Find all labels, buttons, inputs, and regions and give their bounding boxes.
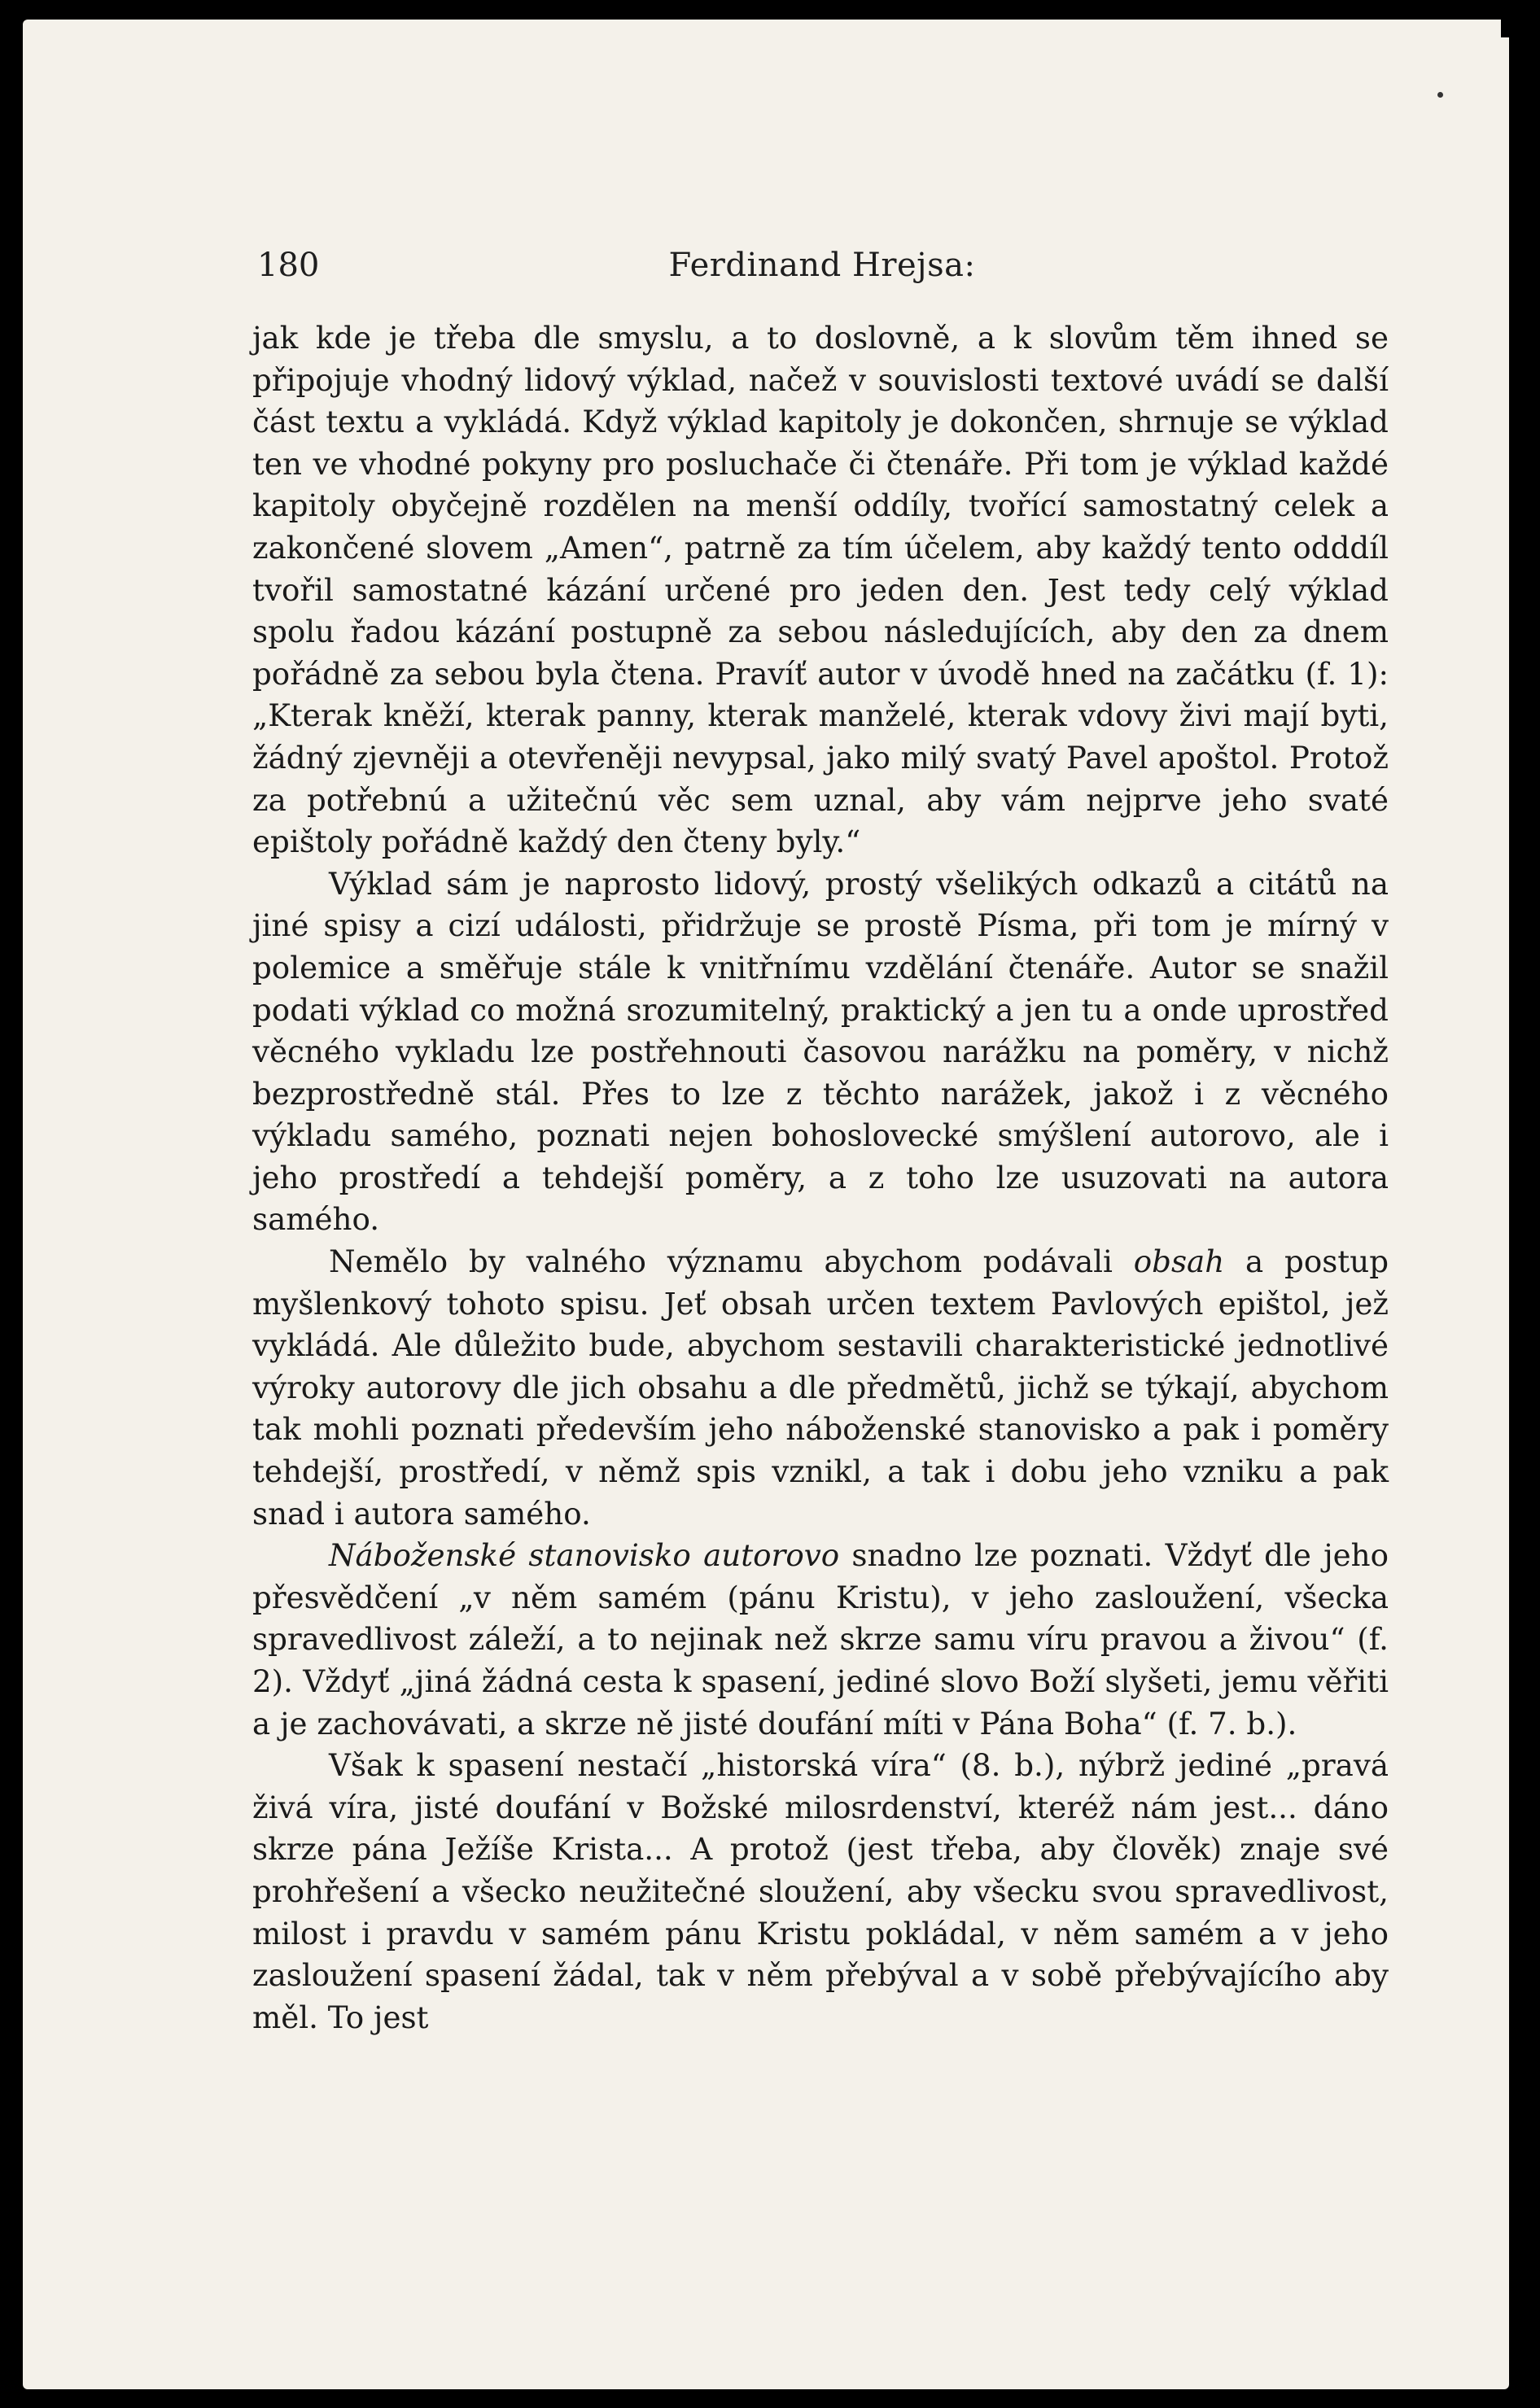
paragraph: [252, 1241, 1389, 1535]
text-run: a postup myšlenkový tohoto spisu. Jeť obsah určen textem Pavlových epištol, jež vykládá. Ale důležito bude, abychom sestavili charakteristické jednotlivé výroky autorovy dle jich obsahu a dle předmětů, jichž se týkají, abychom tak mohli poznati především jeho náboženské stanovisko a pak i poměry tehdejší, prostředí, v němž spis vznikl, a tak i dobu jeho vzniku a pak snad i autora samého.: [252, 1243, 1389, 1532]
paragraph: [252, 317, 1389, 863]
text-run: snadno lze poznati. Vždyť dle jeho přesvědčení „v něm samém (pánu Kristu), v jeho zasloužení, všecka spravedlivost záleží, a to nejinak než skrze samu víru pravou a živou“ (f. 2). Vždyť „jiná žádná cesta k spasení, jediné slovo Boží slyšeti, jemu věřiti a je zachovávati, a skrze ně jisté doufání míti v Pána Boha“ (f. 7. b.).: [252, 1537, 1389, 1742]
ink-speck: [1437, 92, 1443, 98]
text-run: jak kde je třeba dle smyslu, a to doslovně, a k slovům těm ihned se připojuje vhodný lidový výklad, načež v souvislosti textové uvádí se další část textu a vykládá. Když výklad kapitoly je dokončen, shrnuje se výklad ten ve vhodné pokyny pro posluchače či čtenáře. Při tom je výklad každé kapitoly obyčejně rozdělen na menší oddíly, tvořící samostatný celek a zakončené slovem „Amen“, patrně za tím účelem, aby každý tento odddíl tvořil samostatné kázání určené pro jeden den. Jest tedy celý výklad spolu řadou kázání postupně za sebou následujících, aby den za dnem pořádně za sebou byla čtena. Pravíť autor v úvodě hned na začátku (f. 1): „Kterak kněží, kterak panny, kterak manželé, kterak vdovy živi mají byti, žádný zjevněji a otevřeněji nevypsal, jako milý svatý Pavel apoštol. Protož za potřebnú a užitečnú věc sem uznal, aby vám nejprve jeho svaté epištoly pořádně každý den čteny byly.“: [252, 320, 1389, 860]
paragraph: [252, 1745, 1389, 2039]
scan-corner-shadow: [1501, 16, 1520, 37]
body-text: [252, 317, 1389, 2039]
text-run: Však k spasení nestačí „historská víra“ (8. b.), nýbrž jediné „pravá živá víra, jisté doufání v Božské milosrdenství, kteréž nám jest... dáno skrze pána Ježíše Krista... A protož (jest třeba, aby člověk) znaje své prohřešení a všecko neužitečné sloužení, aby všecku svou spravedlivost, milost i pravdu v samém pánu Kristu pokládal, v něm samém a v jeho zasloužení spasení žádal, tak v něm přebýval a v sobě přebývajícího aby měl. To jest: [252, 1747, 1389, 2035]
italic-phrase: Náboženské stanovisko autorovo: [329, 1537, 840, 1574]
page-number: 180: [257, 247, 320, 284]
paragraph: [252, 863, 1389, 1241]
italic-phrase: obsah: [1133, 1243, 1225, 1280]
page-header: [257, 243, 1387, 288]
paragraph: [252, 1535, 1389, 1745]
running-title: Ferdinand Hrejsa:: [668, 247, 976, 284]
text-run: Výklad sám je naprosto lidový, prostý všelikých odkazů a citátů na jiné spisy a cizí události, přidržuje se prostě Písma, při tom je mírný v polemice a směřuje stále k vnitřnímu vzdělání čtenáře. Autor se snažil podati výklad co možná srozumitelný, praktický a jen tu a onde uprostřed věcného vykladu lze postřehnouti časovou narážku na poměry, v nichž bezprostředně stál. Přes to lze z těchto narážek, jakož i z věcného výkladu samého, poznati nejen bohoslovecké smýšlení autorovo, ale i jeho prostředí a tehdejší poměry, a z toho lze usuzovati na autora samého.: [252, 865, 1389, 1238]
text-run: Nemělo by valného významu abychom podávali: [329, 1243, 1134, 1280]
